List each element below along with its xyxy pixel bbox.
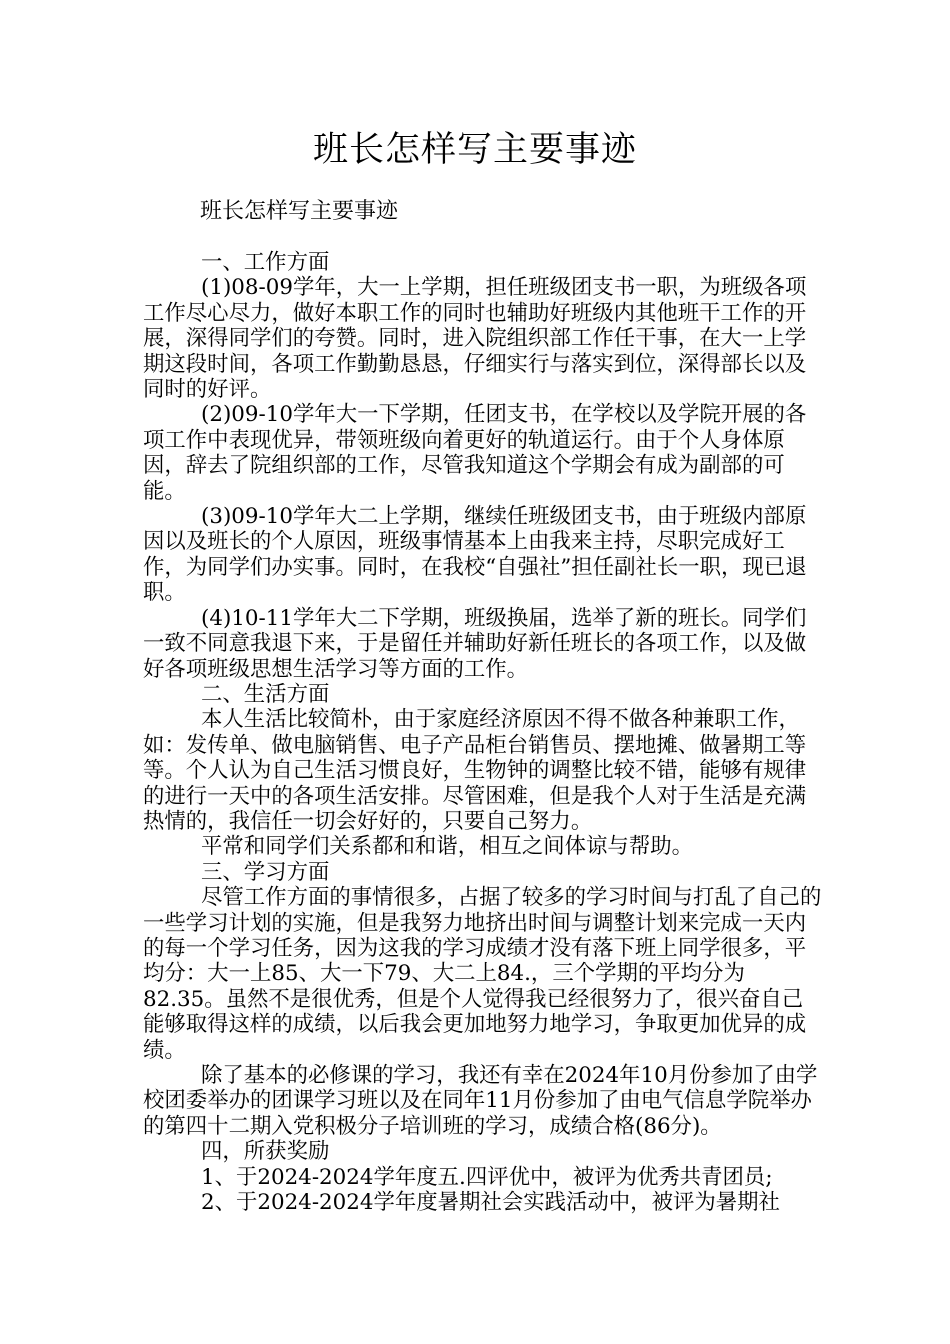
document-title: 班长怎样写主要事迹 <box>312 130 637 170</box>
paragraph: 尽管工作方面的事情很多，占据了较多的学习时间与打乱了自己的一些学习计划的实施，但是我努力地挤出时间与调整计划来完成一天内的每一个学习任务，因为这我的学习成绩才没有落下班上同学很多，平均分：大一上85、大一下79、大二上84.，三个学期的平均分为82.35。虽然不是很优秀，但是个人觉得我已经很努力了，很兴奋自己能够取得这样的成绩，以后我会更加地努力地学习，争取更加优异的成绩。 <box>143 885 822 1063</box>
section-heading: 四，所获奖励 <box>201 1139 330 1165</box>
section-heading: 二、生活方面 <box>201 681 330 707</box>
paragraph: 平常和同学们关系都和和谐，相互之间体谅与帮助。 <box>201 834 693 860</box>
section-heading: 2、于2024-2024学年度暑期社会实践活动中，被评为暑期社 <box>201 1190 780 1216</box>
document-subtitle: 班长怎样写主要事迹 <box>200 199 399 224</box>
paragraph: (4)10-11学年大二下学期，班级换届，选举了新的班长。同学们一致不同意我退下来，于是留任并辅助好新任班长的各项工作，以及做好各项班级思想生活学习等方面的工作。 <box>143 605 807 682</box>
paragraph: 除了基本的必修课的学习，我还有幸在2024年10月份参加了由学校团委举办的团课学习班以及在同年11月份参加了由电气信息学院举办的第四十二期入党积极分子培训班的学习，成绩合格(86分)。 <box>143 1063 818 1139</box>
section-heading: 三、学习方面 <box>201 859 330 885</box>
paragraph: (3)09-10学年大二上学期，继续任班级团支书，由于班级内部原因以及班长的个人原因，班级事情基本上由我来主持，尽职完成好工作，为同学们办实事。同时，在我校“自强社”担任副社长一职，现已退职。 <box>143 504 807 606</box>
paragraph: 本人生活比较简朴，由于家庭经济原因不得不做各种兼职工作，如：发传单、做电脑销售、电子产品柜台销售员、摆地摊、做暑期工等等。个人认为自己生活习惯良好，生物钟的调整比较不错，能够有规律的进行一天中的各项生活安排。尽管困难，但是我个人对于生活是充满热情的，我信任一切会好好的，只要自己努力。 <box>143 707 807 834</box>
document-body <box>143 250 823 1215</box>
paragraph: (1)08-09学年，大一上学期，担任班级团支书一职，为班级各项工作尽心尽力，做好本职工作的同时也辅助好班级内其他班干工作的开展，深得同学们的夸赞。同时，进入院组织部工作任干事，在大一上学期这段时间，各项工作勤勤恳恳，仔细实行与落实到位，深得部长以及同时的好评。 <box>143 275 807 403</box>
section-heading: 一、工作方面 <box>201 250 330 275</box>
section-heading: 1、于2024-2024学年度五.四评优中，被评为优秀共青团员; <box>201 1164 773 1190</box>
paragraph: (2)09-10学年大一下学期，任团支书，在学校以及学院开展的各项工作中表现优异，带领班级向着更好的轨道运行。由于个人身体原因，辞去了院组织部的工作，尽管我知道这个学期会有成为副部的可能。 <box>143 402 807 504</box>
